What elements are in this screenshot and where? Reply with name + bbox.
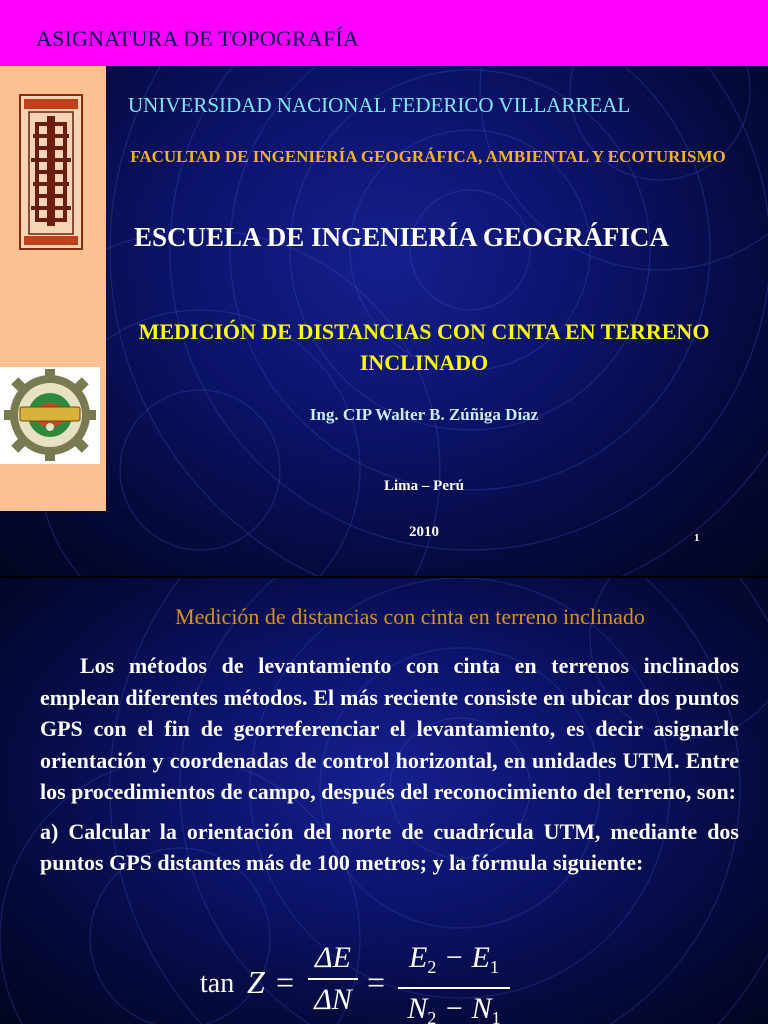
formula-equals: =: [367, 964, 386, 1000]
figae-logo: [0, 367, 100, 464]
author-name: Ing. CIP Walter B. Zúñiga Díaz: [309, 405, 539, 424]
delta-fraction: [308, 940, 358, 1018]
formula-equals: =: [276, 964, 295, 1000]
intro-paragraph: Los métodos de levantamiento con cinta en terrenos inclinados emplean diferentes métodos. El más reciente consiste en ubicar dos puntos GPS con el fin de georreferenciar el levantamiento, es decir asignarle orientación y coordenadas de control horizontal, en unidades UTM. Entre los procedimientos de campo, después del reconocimiento del terreno, son:: [40, 653, 739, 804]
crest-emblem-icon: [21, 96, 81, 248]
location: Lima – Perú: [384, 478, 464, 494]
topbar: [0, 0, 768, 66]
gear-globe-icon: [0, 367, 100, 464]
university-name: UNIVERSIDAD NACIONAL FEDERICO VILLARREAL: [128, 93, 631, 117]
formula-variable: Z: [247, 964, 265, 1000]
slide-title: Medición de distancias con cinta en terreno inclinado: [175, 604, 645, 629]
university-crest-logo: [19, 94, 83, 250]
faculty-name: FACULTAD DE INGENIERÍA GEOGRÁFICA, AMBIENTAL Y ECOTURISMO: [130, 147, 726, 166]
year: 2010: [409, 524, 439, 540]
fraction-denominator: $N_2 - N_1$: [407, 992, 501, 1024]
content-slide: [0, 578, 768, 1024]
fraction-numerator: $E_2 - E_1$: [409, 941, 499, 977]
fraction-denominator: ΔN: [314, 983, 352, 1016]
difference-fraction: [398, 940, 510, 1024]
course-title: ASIGNATURA DE TOPOGRAFÍA: [36, 26, 360, 51]
formula-function: tan: [200, 968, 235, 999]
presentation-title: MEDICIÓN DE DISTANCIAS CON CINTA EN TERRENO INCLINADO: [138, 319, 710, 375]
slide-number: 1: [694, 532, 700, 544]
school-name: ESCUELA DE INGENIERÍA GEOGRÁFICA: [134, 222, 669, 252]
fraction-bar: [398, 987, 510, 989]
fraction-numerator: ΔE: [315, 941, 351, 974]
step-a-paragraph: a) Calcular la orientación del norte de cuadrícula UTM, mediante dos puntos GPS distantes más de 100 metros; y la fórmula siguiente:: [40, 818, 739, 875]
body-text: [40, 650, 739, 879]
fraction-bar: [308, 978, 358, 980]
